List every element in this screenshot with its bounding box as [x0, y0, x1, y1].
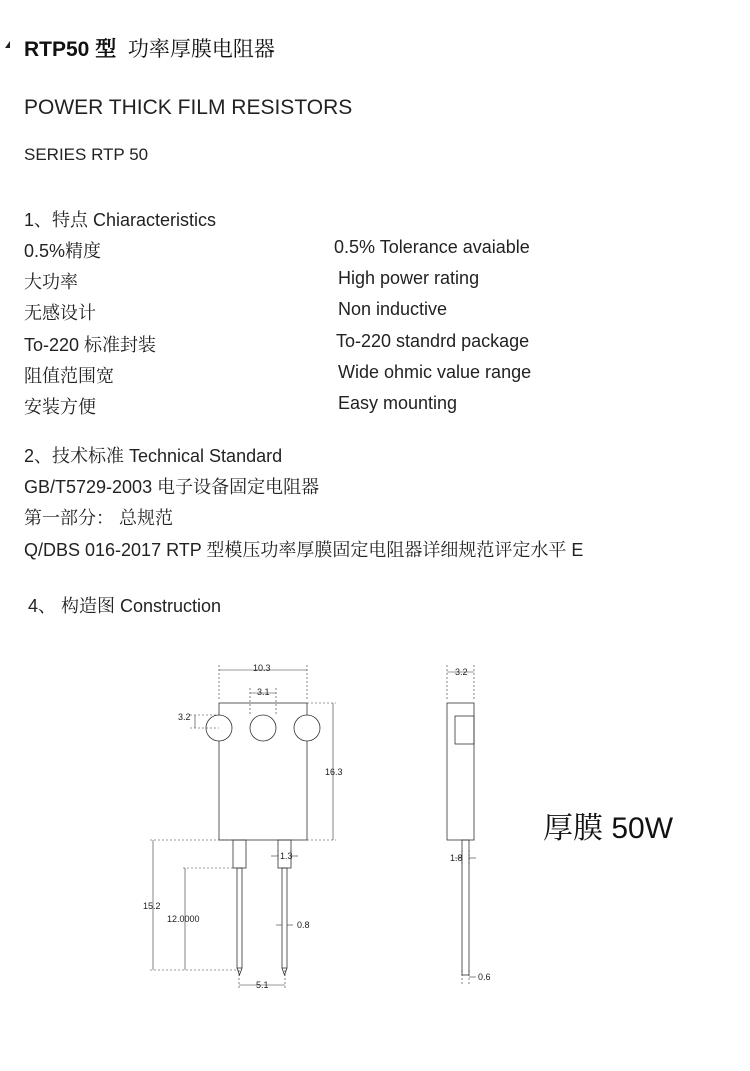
model-name: RTP50 型: [24, 38, 117, 61]
dim-side-lead: 1.8: [450, 853, 463, 863]
lead-right: [282, 868, 287, 968]
dim-lead-pitch: 5.1: [256, 980, 269, 990]
dim-lead-length: 12.0000: [167, 914, 200, 924]
mount-hole-center: [250, 715, 276, 741]
dim-side-lead-thick: 0.6: [478, 972, 491, 982]
series-label: SERIES RTP 50: [24, 145, 149, 164]
char-en-5: Easy mounting: [338, 393, 458, 413]
char-cn-0: 0.5%精度: [24, 241, 102, 261]
dim-lead-thickness: 0.8: [297, 920, 310, 930]
lead-left: [237, 868, 242, 968]
char-en-1: High power rating: [338, 268, 480, 288]
title-cn: 功率厚膜电阻器: [127, 38, 275, 61]
dim-side-thickness: 3.2: [455, 667, 468, 677]
standard-heading: 2、技术标准 Technical Standard: [24, 446, 283, 466]
dim-width: 10.3: [253, 663, 271, 673]
mount-hole-right: [294, 715, 320, 741]
side-lead: [462, 840, 469, 975]
char-cn-5: 安装方便: [24, 397, 96, 417]
lead-tip-left: [237, 968, 242, 975]
char-en-4: Wide ohmic value range: [338, 362, 532, 382]
side-tab: [455, 716, 474, 744]
standard-line-1: 第一部分： 总规范: [24, 508, 174, 528]
char-cn-2: 无感设计: [24, 303, 96, 323]
product-label: 厚膜 50W: [543, 812, 674, 845]
resistor-body-side: [447, 703, 474, 840]
dim-hole-spacing: 3.1: [257, 687, 270, 697]
dim-body-height: 16.3: [325, 767, 343, 777]
char-cn-1: 大功率: [24, 272, 78, 292]
characteristics-heading: 1、特点 Chiaracteristics: [24, 210, 217, 230]
char-en-3: To-220 standrd package: [336, 331, 530, 351]
title-en: POWER THICK FILM RESISTORS: [24, 96, 353, 119]
construction-heading: 4、 构造图 Construction: [28, 596, 222, 616]
dim-lead-width: 1.3: [280, 851, 293, 861]
char-cn-4: 阻值范围宽: [24, 366, 114, 386]
char-cn-3: To-220 标准封装: [24, 335, 157, 355]
char-en-0: 0.5% Tolerance avaiable: [334, 237, 530, 257]
lead-tip-right: [282, 968, 287, 975]
collapse-triangle-icon[interactable]: [5, 41, 10, 48]
dim-hole-offset: 3.2: [178, 712, 191, 722]
dim-total-lead: 15.2: [143, 901, 161, 911]
page-title: [24, 33, 275, 63]
standard-line-2: Q/DBS 016-2017 RTP 型模压功率厚膜固定电阻器详细规范评定水平 E: [24, 540, 584, 560]
char-en-2: Non inductive: [338, 299, 448, 319]
lead-stub-left: [233, 840, 246, 868]
standard-line-0: GB/T5729-2003 电子设备固定电阻器: [24, 477, 320, 497]
